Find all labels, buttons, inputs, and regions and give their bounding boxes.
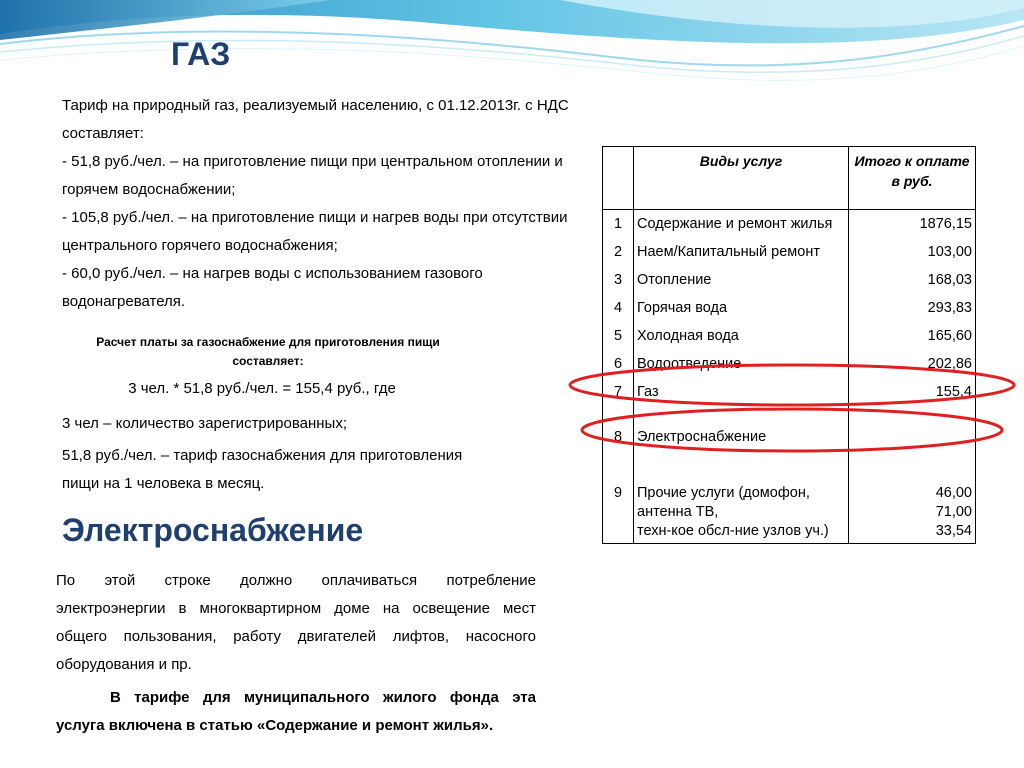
row-service: Электроснабжение [634, 406, 849, 468]
row-number: 1 [603, 210, 634, 239]
gas-tariff-item: - 51,8 руб./чел. – на приготовление пищи при центральном отоплении и горячем водоснабжении; [62, 153, 563, 198]
gas-calculation-heading: Расчет платы за газоснабжение для приготовления пищи составляет: [96, 335, 440, 368]
row-total: 1876,15 [849, 210, 976, 239]
row-total: 202,86 [849, 350, 976, 378]
gas-calculation-formula: 3 чел. * 51,8 руб./чел. = 155,4 руб., где [128, 380, 396, 397]
row-service: Водоотведение [634, 350, 849, 378]
row-total: 168,03 [849, 266, 976, 294]
table-row [603, 210, 976, 239]
gas-calculation-note: 3 чел – количество зарегистрированных; [62, 415, 347, 432]
table-row-electricity [603, 406, 976, 468]
row-service: Газ [634, 378, 849, 406]
services-payment-table [602, 146, 976, 544]
row-service: Холодная вода [634, 322, 849, 350]
row-number: 9 [603, 468, 634, 544]
row-total: 165,60 [849, 322, 976, 350]
row-service: Отопление [634, 266, 849, 294]
row-service [634, 468, 849, 544]
row-service-line: техн-кое обсл-ние узлов уч.) [637, 523, 829, 539]
row-service-line: Прочие услуги (домофон, [637, 485, 810, 501]
electricity-description [56, 567, 536, 679]
table-row [603, 350, 976, 378]
row-service-line: антенна ТВ, [637, 504, 719, 520]
electricity-tariff-note [56, 684, 536, 740]
row-service: Содержание и ремонт жилья [634, 210, 849, 239]
row-number: 2 [603, 238, 634, 266]
row-total: 155,4 [849, 378, 976, 406]
table-header-total: Итого к оплате в руб. [849, 147, 976, 210]
table-row [603, 294, 976, 322]
gas-calculation-note: 51,8 руб./чел. – тариф газоснабжения для приготовления пищи на 1 человека в месяц. [62, 447, 463, 492]
gas-tariff-item: - 105,8 руб./чел. – на приготовление пищи и нагрев воды при отсутствии центрального горячего водоснабжения; [62, 209, 568, 254]
electricity-description-line: общего пользования, работу двигателей лифтов, насосного [56, 628, 536, 645]
table-row [603, 238, 976, 266]
table-row-gas [603, 378, 976, 406]
table-row [603, 322, 976, 350]
row-total [849, 468, 976, 544]
table-row-other [603, 468, 976, 544]
electricity-description-line: оборудования и пр. [56, 656, 192, 673]
row-total-line: 46,00 [935, 485, 972, 501]
row-total: 293,83 [849, 294, 976, 322]
row-number: 8 [603, 406, 634, 468]
row-total: 103,00 [849, 238, 976, 266]
electricity-note-line: услуга включена в статью «Содержание и ремонт жилья». [56, 717, 494, 734]
electricity-note-line: В тарифе для муниципального жилого фонда эта [110, 689, 536, 706]
table-header-num [603, 147, 634, 210]
electricity-section-title: Электроснабжение [62, 512, 364, 548]
row-number: 6 [603, 350, 634, 378]
row-number: 7 [603, 378, 634, 406]
electricity-description-line: электроэнергии в многоквартирном доме на освещение мест [56, 600, 536, 617]
table-header-service: Виды услуг [634, 147, 849, 210]
row-number: 4 [603, 294, 634, 322]
gas-section-title: ГАЗ [171, 36, 231, 72]
electricity-description-line: По этой строке должно оплачиваться потребление [56, 572, 536, 589]
row-total-line: 33,54 [935, 523, 972, 539]
gas-tariff-intro: Тариф на природный газ, реализуемый населению, с 01.12.2013г. с НДС составляет: [62, 97, 569, 142]
gas-tariff-item: - 60,0 руб./чел. – на нагрев воды с использованием газового водонагревателя. [62, 265, 483, 310]
row-total [849, 406, 976, 468]
row-number: 3 [603, 266, 634, 294]
row-number: 5 [603, 322, 634, 350]
row-total-line: 71,00 [935, 504, 972, 520]
row-service: Горячая вода [634, 294, 849, 322]
row-service: Наем/Капитальный ремонт [634, 238, 849, 266]
table-row [603, 266, 976, 294]
